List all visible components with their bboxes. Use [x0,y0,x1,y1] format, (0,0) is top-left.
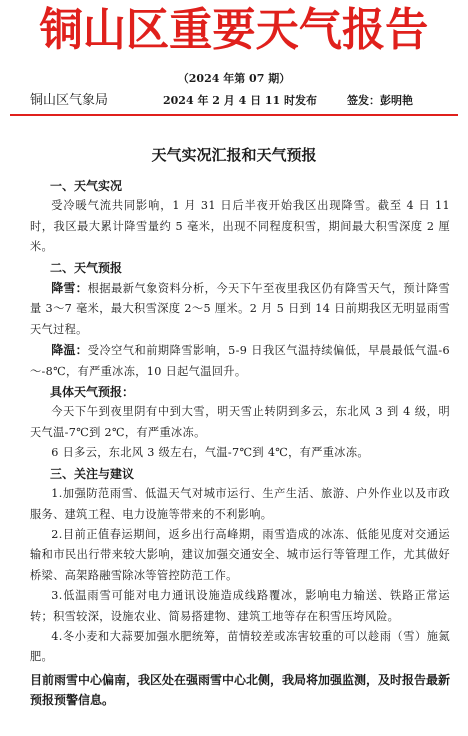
advice-item: 3.低温雨雪可能对电力通讯设施造成线路覆冰，影响电力输送、铁路正常运转；积雪较深，设施农业、简易搭建物、建筑工地等存在积雪压垮风险。 [30,589,450,623]
header-divider [10,114,458,116]
cooling-label: 降温： [51,343,88,358]
report-masthead: 铜山区重要天气报告 [39,3,429,56]
issue-date: 2024 年 2 月 4 日 11 时发布 [163,94,318,107]
snow-label: 降雪： [51,281,88,296]
detail-forecast-day6: 6 日多云，东北风 3 级左右，气温-7℃到 4℃，有严重冰冻。 [51,446,369,460]
section-heading-forecast: 二、天气预报 [50,260,123,275]
observed-paragraph: 受冷暖气流共同影响，1 月 31 日后半夜开始我区出现降雪。截至 4 日 11 时，我区最大累计降雪量约 5 毫米，出现不同程度积雪，期间最大积雪深度 2 厘米。 [30,199,450,254]
section-heading-advice: 三、关注与建议 [50,466,135,481]
detail-forecast-heading: 具体天气预报： [50,385,135,400]
cooling-text: 受冷空气和前期降雪影响，5-9 日我区气温持续偏低，早晨最低气温-6～-8℃，有严重冰冻，10 日起气温回升。 [30,344,450,378]
advice-item: 1.加强防范雨雪、低温天气对城市运行、生产生活、旅游、户外作业以及市政服务、建筑工程、电力设施等带来的不利影响。 [30,487,450,521]
closing-statement: 目前雨雪中心偏南，我区处在强雨雪中心北侧，我局将加强监测，及时报告最新预报预警信息。 [30,672,451,708]
detail-forecast-today: 今天下午到夜里阴有中到大雪，明天雪止转阴到多云，东北风 3 到 4 级，明天气温-7℃到 2℃，有严重冰冻。 [30,405,450,439]
section-heading-observed: 一、天气实况 [50,179,123,193]
issue-number: （2024 年第 07 期） [177,72,291,85]
advice-item: 4.冬小麦和大蒜要加强水肥统筹，苗情较差或冻害较重的可以趁雨（雪）施氮肥。 [30,629,450,664]
signer: 签发：彭明艳 [347,94,413,107]
report-body [30,176,450,711]
cooling-paragraph [30,340,450,382]
snow-text: 根据最新气象资料分析，今天下午至夜里我区仍有降雪天气，预计降雪量 3～7 毫米，最大积雪深度 2～5 厘米。2 月 5 日到 14 日前期我区无明显雨雪天气过程。 [30,282,450,336]
report-title: 天气实况汇报和天气预报 [151,146,317,164]
snow-paragraph [30,278,450,340]
meta-line [0,92,468,110]
advice-item: 2.目前正值春运期间，返乡出行高峰期，雨雪造成的冰冻、低能见度对交通运输和市民出行带来较大影响，建议加强交通安全、城市运行等管理工作，尤其做好桥梁、高架路融雪除冰等管控防范工作。 [30,527,450,582]
bureau-name: 铜山区气象局 [30,93,109,108]
